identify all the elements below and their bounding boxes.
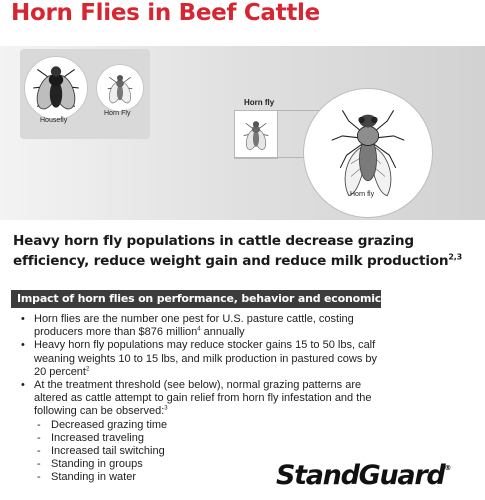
housefly-circle (24, 56, 88, 120)
hornfly-small-circle (96, 64, 144, 112)
housefly-icon (25, 57, 87, 119)
hornfly-header-label: Horn fly (244, 98, 275, 107)
list-item: - Increased traveling (34, 432, 391, 445)
list-item: - Standing in water (34, 471, 391, 484)
hornfly-box-icon (235, 111, 277, 158)
citation: 3 (164, 405, 168, 412)
headline-text: Heavy horn fly populations in cattle decrease grazing efficiency, reduce weight gain and reduce milk production (13, 233, 449, 269)
list-item: • At the treatment threshold (see below), normal grazing patterns are altered as cattle attempt to gain relief from horn fly infestation and the following can be observed:$^3$ - Decreased grazing time - Increased traveling - Increased tail switching - Standing in groups - Standing in water (21, 379, 391, 485)
hornfly-large-circle (303, 88, 433, 218)
list-item: • Heavy horn fly populations may reduce stocker gains 15 to 50 lbs, calf weaning weights 10 to 15 lbs, and milk production in pastured cows by 20 percent$^2$ (21, 339, 391, 379)
fly-comparison-figure (0, 46, 485, 220)
section-title: Impact of horn flies on performance, behavior and economics (11, 290, 381, 308)
list-item: - Standing in groups (34, 458, 391, 471)
list-item: - Increased tail switching (34, 445, 391, 458)
headline-citation: 2,3 (448, 252, 462, 262)
headline (13, 231, 473, 271)
hornfly-large-label: Horn fly (350, 191, 375, 198)
citation: 2 (85, 366, 90, 373)
hornfly-small-label: Horn Fly (104, 110, 131, 117)
list-item: - Decreased grazing time (34, 419, 391, 432)
citation: 4 (197, 326, 201, 333)
list-item: • Horn flies are the number one pest for U.S. pasture cattle, costing producers more than $876 million$^4$ annually (21, 313, 391, 339)
housefly-label: Housefly (40, 117, 68, 124)
impact-bullet-list (21, 313, 391, 485)
logo-text: StandGuard (276, 460, 445, 491)
hornfly-small-icon (97, 65, 143, 111)
registered-mark: ® (444, 464, 452, 472)
page-title: Horn Flies in Beef Cattle (11, 0, 320, 26)
standguard-logo (276, 460, 451, 491)
hornfly-box (234, 110, 278, 159)
